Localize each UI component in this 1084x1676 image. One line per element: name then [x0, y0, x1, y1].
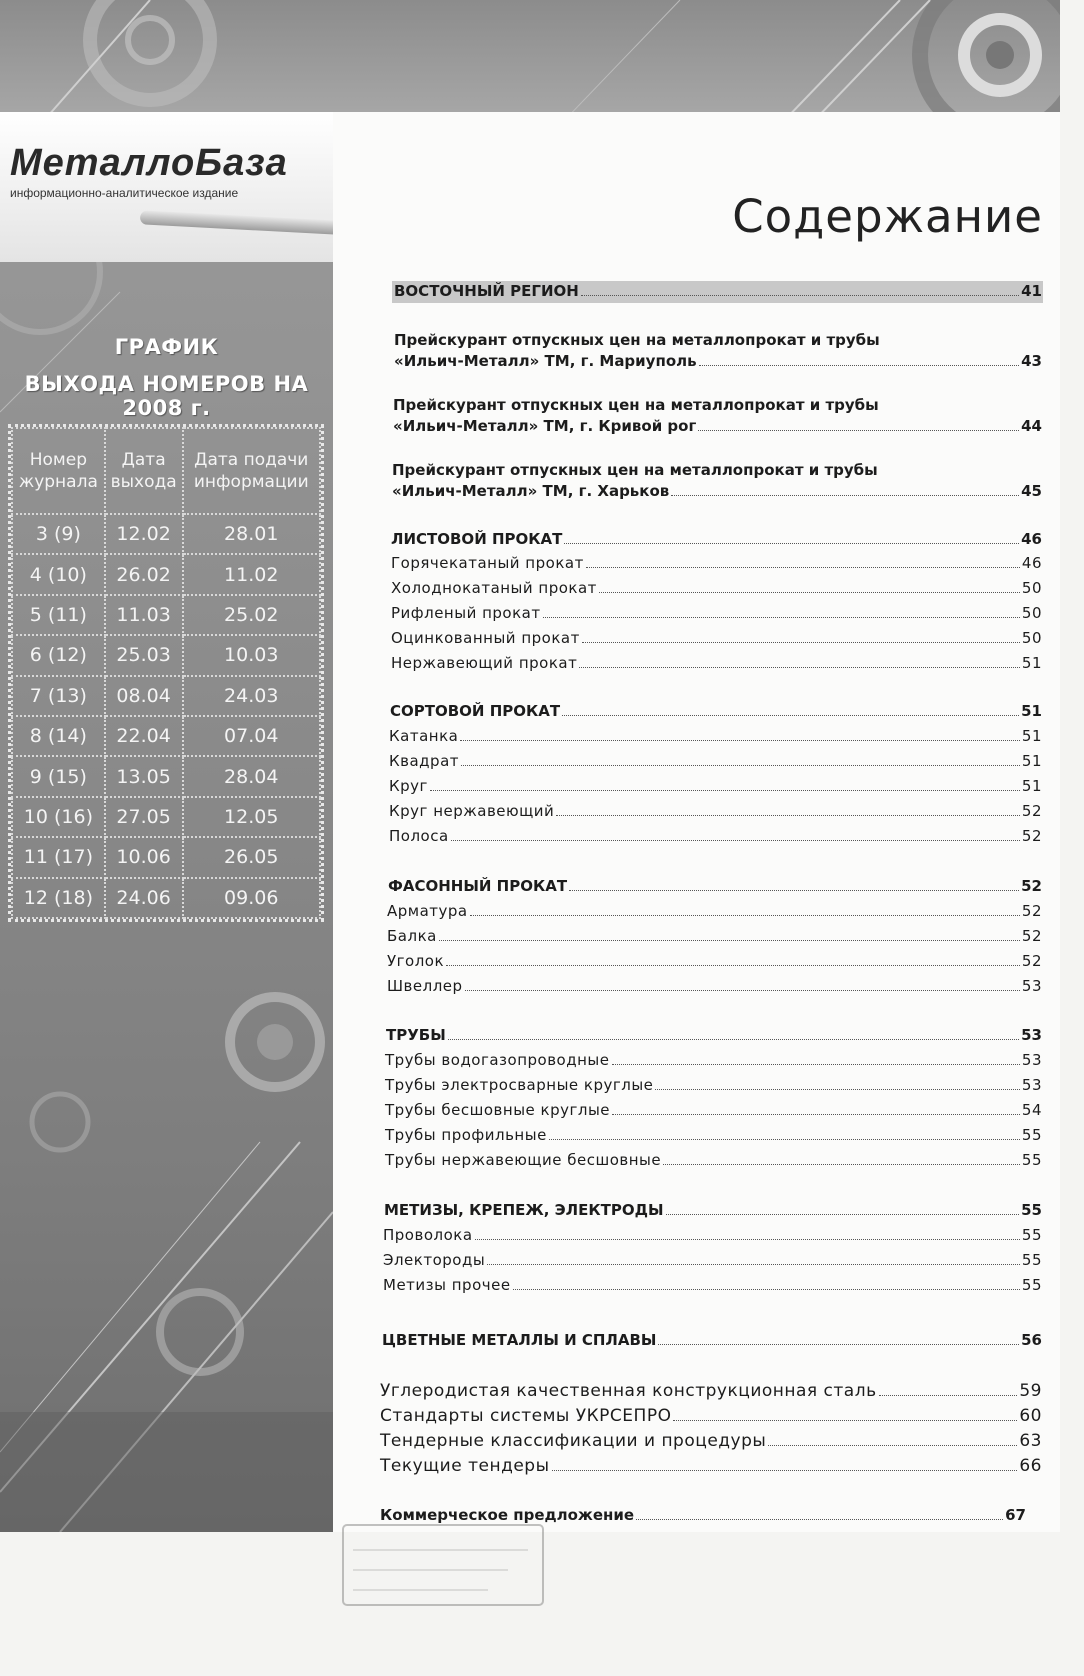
- toc-item: Метизы прочее 55: [383, 1276, 1042, 1294]
- toc-misc-item: Углеродистая качественная конструкционная сталь 59: [380, 1381, 1042, 1401]
- toc-item: Круг нержавеющий 52: [389, 802, 1042, 820]
- submission-cell: 28.01: [183, 514, 320, 554]
- toc-misc-item: Текущие тендеры 66: [380, 1456, 1042, 1476]
- schedule-row: [12, 635, 320, 675]
- submission-cell: 09.06: [183, 878, 320, 918]
- toc-item: Трубы бесшовные круглые 54: [385, 1101, 1042, 1119]
- header-submission-date: Дата подачи информации: [183, 428, 320, 514]
- schedule-table: [8, 424, 324, 922]
- toc-hardware: МЕТИЗЫ, КРЕПЕЖ, ЭЛЕКТРОДЫ 55: [384, 1201, 1042, 1219]
- header-release-date: Дата выхода: [105, 428, 183, 514]
- toc-commercial: Коммерческое предложение 67: [380, 1506, 1026, 1524]
- release-cell: 12.02: [105, 514, 183, 554]
- stamp-mark: [338, 1520, 548, 1610]
- issue-cell: 5 (11): [12, 595, 105, 635]
- issue-cell: 8 (14): [12, 716, 105, 756]
- schedule-row: [12, 716, 320, 756]
- toc-pipes: ТРУБЫ 53: [386, 1026, 1042, 1044]
- release-cell: 26.02: [105, 554, 183, 594]
- issue-cell: 9 (15): [12, 756, 105, 796]
- toc-price2-line1: Прейскурант отпускных цен на металлопрокат и трубы: [393, 396, 879, 414]
- toc-misc-item: Стандарты системы УКРСЕПРО 60: [380, 1406, 1042, 1426]
- schedule-row: [12, 554, 320, 594]
- toc-item: Нержавеющий прокат 51: [391, 654, 1042, 672]
- logo-subtitle: информационно-аналитическое издание: [10, 186, 239, 200]
- toc-item: Рифленый прокат 50: [391, 604, 1042, 622]
- release-cell: 08.04: [105, 676, 183, 716]
- issue-cell: 4 (10): [12, 554, 105, 594]
- schedule-row: [12, 878, 320, 918]
- submission-cell: 26.05: [183, 837, 320, 877]
- toc-price3: «Ильич-Металл» ТМ, г. Харьков 45: [392, 482, 1042, 500]
- toc-price1: «Ильич-Металл» ТМ, г. Мариуполь 43: [394, 352, 1042, 370]
- toc-price3-line1: Прейскурант отпускных цен на металлопрокат и трубы: [392, 461, 878, 479]
- schedule-title-line1: ГРАФИК: [114, 335, 219, 359]
- schedule-row: [12, 756, 320, 796]
- schedule-row: [12, 797, 320, 837]
- toc-item: Трубы электросварные круглые 53: [385, 1076, 1042, 1094]
- logo-area: [0, 112, 358, 262]
- issue-cell: 12 (18): [12, 878, 105, 918]
- toc-item: Квадрат 51: [389, 752, 1042, 770]
- schedule-row: [12, 676, 320, 716]
- schedule-row: [12, 837, 320, 877]
- issue-cell: 6 (12): [12, 635, 105, 675]
- toc-item: Горячекатаный прокат 46: [391, 554, 1042, 572]
- submission-cell: 11.02: [183, 554, 320, 594]
- main-content: [333, 112, 1060, 1532]
- toc-misc-item: Тендерные классификации и процедуры 63: [380, 1431, 1042, 1451]
- issue-cell: 7 (13): [12, 676, 105, 716]
- submission-cell: 12.05: [183, 797, 320, 837]
- toc-item: Трубы профильные 55: [385, 1126, 1042, 1144]
- release-cell: 25.03: [105, 635, 183, 675]
- submission-cell: 24.03: [183, 676, 320, 716]
- toc-item: Уголок 52: [387, 952, 1042, 970]
- toc-item: Круг 51: [389, 777, 1042, 795]
- submission-cell: 28.04: [183, 756, 320, 796]
- submission-cell: 10.03: [183, 635, 320, 675]
- toc-shaped: ФАСОННЫЙ ПРОКАТ 52: [388, 877, 1042, 895]
- toc-item: Арматура 52: [387, 902, 1042, 920]
- toc-bar: СОРТОВОЙ ПРОКАТ 51: [390, 702, 1042, 720]
- toc-item: Балка 52: [387, 927, 1042, 945]
- toc-east-region: ВОСТОЧНЫЙ РЕГИОН 41: [394, 282, 1042, 300]
- pen-image: [140, 210, 358, 235]
- toc-sheet: ЛИСТОВОЙ ПРОКАТ 46: [391, 530, 1042, 548]
- release-cell: 10.06: [105, 837, 183, 877]
- toc-item: Проволока 55: [383, 1226, 1042, 1244]
- toc-item: Полоса 52: [389, 827, 1042, 845]
- toc-price1-line1: Прейскурант отпускных цен на металлопрокат и трубы: [394, 331, 880, 349]
- decor-circles: [0, 0, 1060, 125]
- release-cell: 27.05: [105, 797, 183, 837]
- toc-item: Холоднокатаный прокат 50: [391, 579, 1042, 597]
- toc-item: Швеллер 53: [387, 977, 1042, 995]
- toc-item: Трубы нержавеющие бесшовные 55: [385, 1151, 1042, 1169]
- schedule-header-row: [12, 428, 320, 514]
- toc-item: Катанка 51: [389, 727, 1042, 745]
- submission-cell: 25.02: [183, 595, 320, 635]
- schedule-row: [12, 595, 320, 635]
- toc-nonferrous: ЦВЕТНЫЕ МЕТАЛЛЫ И СПЛАВЫ 56: [382, 1331, 1042, 1349]
- release-cell: 13.05: [105, 756, 183, 796]
- schedule-row: [12, 514, 320, 554]
- logo: МеталлоБаза: [10, 142, 288, 184]
- release-cell: 24.06: [105, 878, 183, 918]
- toc-item: Трубы водогазопроводные 53: [385, 1051, 1042, 1069]
- issue-cell: 10 (16): [12, 797, 105, 837]
- schedule-title-line2: ВЫХОДА НОМЕРОВ НА 2008 г.: [24, 372, 309, 420]
- toc-item: Электороды 55: [383, 1251, 1042, 1269]
- top-decor-band: [0, 0, 1060, 125]
- toc-price2: «Ильич-Металл» ТМ, г. Кривой рог 44: [393, 417, 1042, 435]
- release-cell: 11.03: [105, 595, 183, 635]
- submission-cell: 07.04: [183, 716, 320, 756]
- release-cell: 22.04: [105, 716, 183, 756]
- issue-cell: 11 (17): [12, 837, 105, 877]
- header-issue: Номер журнала: [12, 428, 105, 514]
- issue-cell: 3 (9): [12, 514, 105, 554]
- toc-item: Оцинкованный прокат 50: [391, 629, 1042, 647]
- page-title: Содержание: [732, 190, 1043, 243]
